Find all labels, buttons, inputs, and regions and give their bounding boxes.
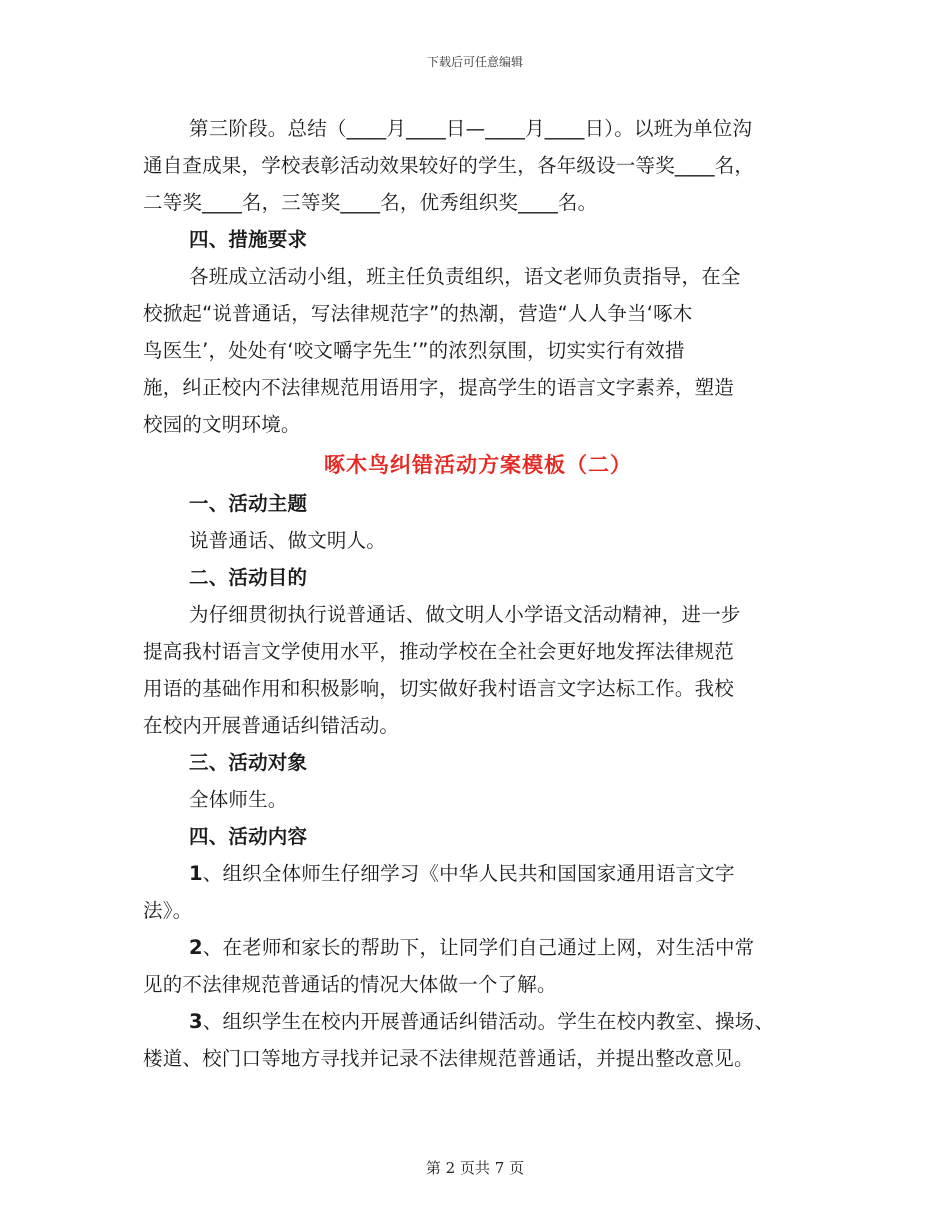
list-item-line xyxy=(143,855,813,892)
paragraph-line: 用语的基础作用和积极影响，切实做好我村语言文字达标工作。我校 xyxy=(143,677,735,700)
list-item-text: 、在老师和家长的帮助下，让同学们自己通过上网，对生活中常 xyxy=(202,936,755,959)
page-footer: 第 2 页共 7 页 xyxy=(425,1159,525,1177)
section-heading-purpose: 二、活动目的 xyxy=(189,566,308,589)
paragraph-line: 在校内开展普通话纠错活动。 xyxy=(143,714,400,737)
paragraph-line: 提高我村语言文学使用水平，推动学校在全社会更好地发挥法律规范 xyxy=(143,640,735,663)
paragraph-line: 为仔细贯彻执行说普通话、做文明人小学语文活动精神，进一步 xyxy=(189,603,741,626)
list-item-number: 3 xyxy=(189,1010,203,1033)
paragraph-line: 鸟医生’，处处有‘咬文嚼字先生’”的浓烈氛围，切实实行有效措 xyxy=(143,339,685,362)
document-title: 啄木鸟纠错活动方案模板（二） xyxy=(324,453,632,477)
section-heading-measures: 四、措施要求 xyxy=(189,228,308,251)
list-item-text: 、组织学生在校内开展普通话纠错活动。学生在校内教室、操场、 xyxy=(202,1010,775,1033)
page-header: 下载后可任意编辑 xyxy=(426,55,523,69)
list-item-line xyxy=(143,929,813,966)
paragraph-line: 通自查成果，学校表彰活动效果较好的学生，各年级设一等奖____名， xyxy=(143,154,755,177)
list-item-line: 楼道、校门口等地方寻找并记录不法律规范普通话，并提出整改意见。 xyxy=(143,1047,754,1070)
list-item-line: 见的不法律规范普通话的情况大体做一个了解。 xyxy=(143,973,557,996)
section-heading-activities: 四、活动内容 xyxy=(189,825,308,848)
list-item-line: 法》。 xyxy=(143,899,193,922)
paragraph-line: 说普通话、做文明人。 xyxy=(189,529,387,552)
section-heading-theme: 一、活动主题 xyxy=(189,492,308,515)
document-body xyxy=(143,110,813,1077)
paragraph-line: 二等奖____名，三等奖____名，优秀组织奖____名。 xyxy=(143,191,598,214)
paragraph-line: 施，纠正校内不法律规范用语用字，提高学生的语言文字素养，塑造 xyxy=(143,376,735,399)
list-item-number: 2 xyxy=(189,936,203,959)
list-item-text: 、组织全体师生仔细学习《中华人民共和国国家通用语言文字 xyxy=(202,862,735,885)
list-item-number: 1 xyxy=(189,862,203,885)
paragraph-line: 各班成立活动小组，班主任负责组织，语文老师负责指导，在全 xyxy=(189,265,741,288)
list-item-line xyxy=(143,1003,813,1040)
paragraph-line: 校园的文明环境。 xyxy=(143,413,301,436)
paragraph-line: 校掀起“说普通话，写法律规范字”的热潮，营造“人人争当‘啄木 xyxy=(143,302,693,325)
paragraph-line: 全体师生。 xyxy=(189,788,288,811)
paragraph-line: 第三阶段。总结（____月____日—____月____日）。以班为单位沟 xyxy=(189,117,753,140)
section-heading-target: 三、活动对象 xyxy=(189,751,308,774)
